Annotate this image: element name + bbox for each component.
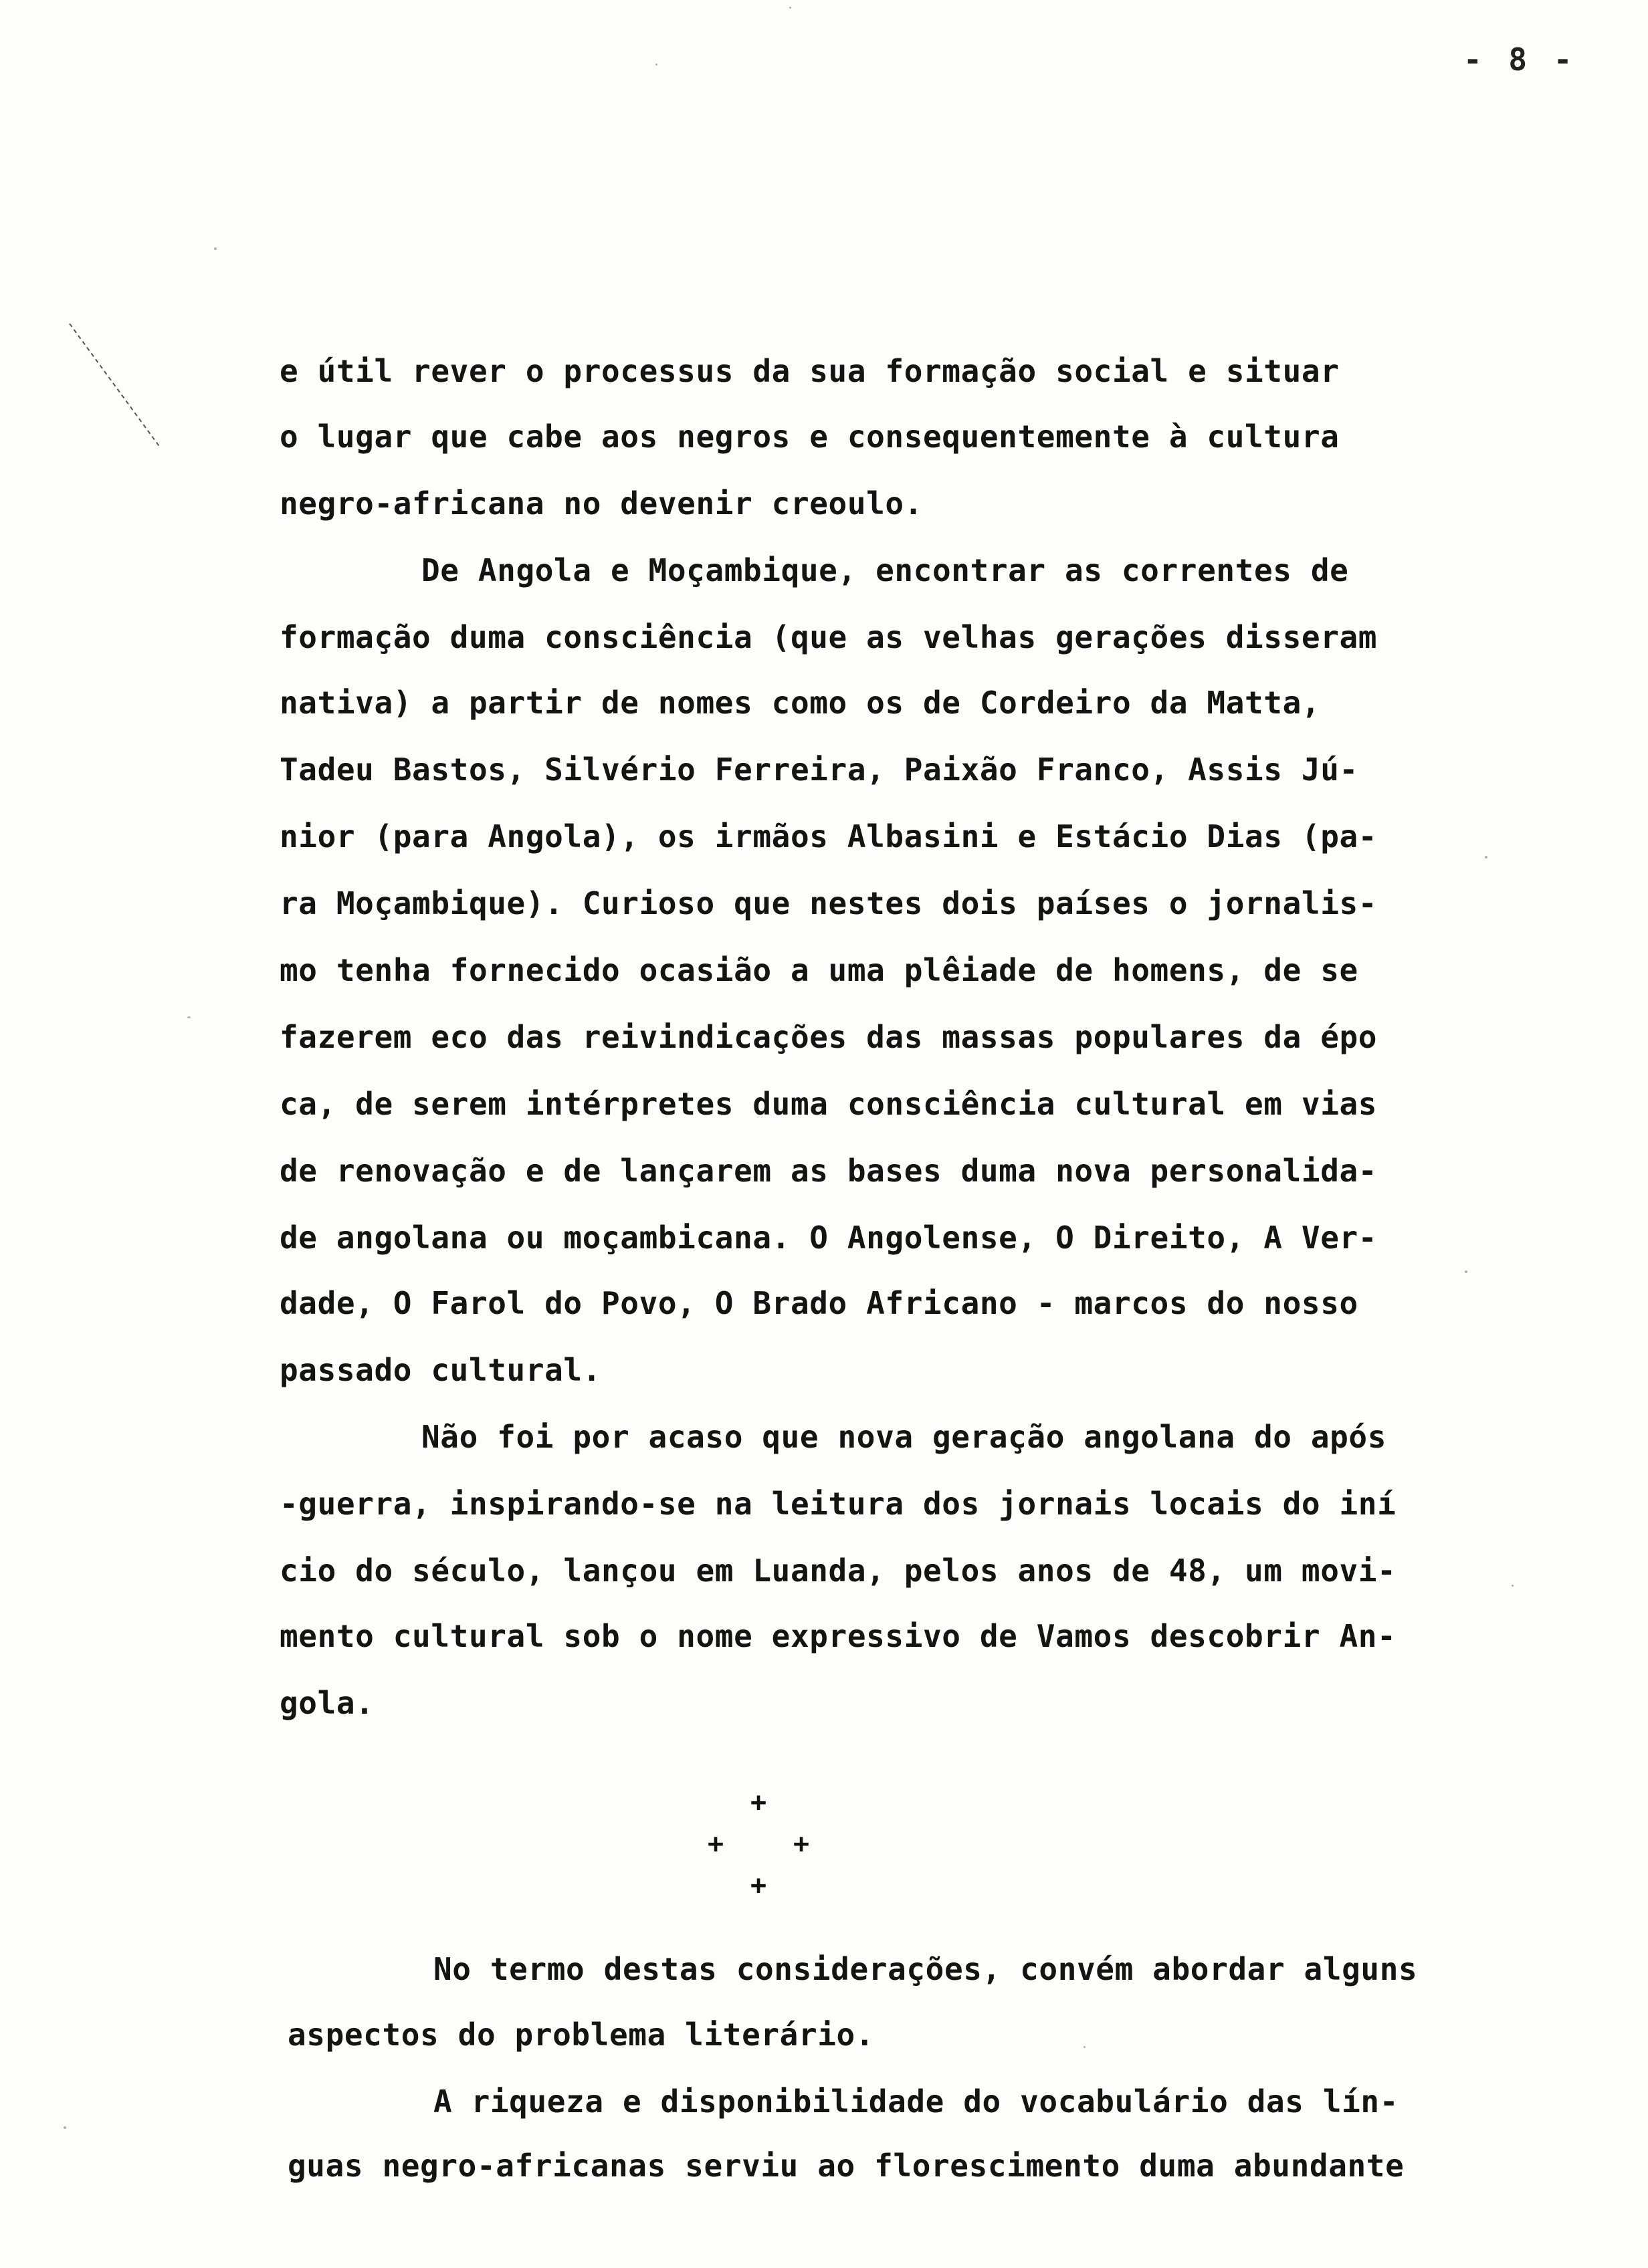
text-line: mento cultural sob o nome expressivo de Vamos descobrir An-: [280, 1618, 1397, 1654]
text-line: ca, de serem intérpretes duma consciência cultural em vias: [280, 1086, 1378, 1122]
text-line: De Angola e Moçambique, encontrar as correntes de: [421, 552, 1349, 588]
text-line: formação duma consciência (que as velhas gerações disseram: [280, 619, 1378, 655]
paper-speck: [1084, 2046, 1086, 2048]
margin-scratch-mark: [67, 321, 167, 455]
text-line: e útil rever o processus da sua formação social e situar: [280, 353, 1340, 389]
paper-speck: [187, 1016, 191, 1018]
paper-speck: [1465, 1270, 1467, 1273]
paper-speck: [1485, 856, 1487, 859]
text-line: -guerra, inspirando-se na leitura dos jornais locais do iní: [280, 1486, 1397, 1522]
text-line: Tadeu Bastos, Silvério Ferreira, Paixão Franco, Assis Jú-: [280, 752, 1358, 788]
ornament-plus-left: +: [708, 1829, 724, 1859]
text-line: o lugar que cabe aos negros e consequentemente à cultura: [280, 419, 1340, 455]
ornament-plus-right: +: [793, 1829, 810, 1859]
paper-speck: [1512, 1585, 1514, 1587]
paper-speck: [64, 2126, 66, 2129]
text-line: cio do século, lançou em Luanda, pelos anos de 48, um movi-: [280, 1553, 1397, 1589]
text-line: A riqueza e disponibilidade do vocabulário das lín-: [433, 2083, 1399, 2120]
text-line: No termo destas considerações, convém abordar alguns: [433, 1951, 1418, 1987]
text-line: nativa) a partir de nomes como os de Cordeiro da Matta,: [280, 685, 1321, 721]
text-line: fazerem eco das reivindicações das massas populares da épo: [280, 1019, 1378, 1055]
ornament-plus-top: +: [750, 1787, 767, 1818]
text-line: aspectos do problema literário.: [288, 2017, 875, 2053]
text-line: Não foi por acaso que nova geração angolana do após: [421, 1419, 1387, 1455]
text-line: passado cultural.: [280, 1352, 602, 1388]
text-line: gola.: [280, 1685, 375, 1721]
text-line: nior (para Angola), os irmãos Albasini e Estácio Dias (pa-: [280, 818, 1378, 855]
text-line: negro-africana no devenir creoulo.: [280, 485, 924, 522]
text-line: de angolana ou moçambicana. O Angolense, O Direito, A Ver-: [280, 1220, 1378, 1256]
text-line: mo tenha fornecido ocasião a uma plêiade de homens, de se: [280, 952, 1358, 988]
paper-speck: [655, 64, 657, 66]
paper-speck: [789, 7, 791, 9]
paper-speck: [214, 247, 217, 250]
text-line: guas negro-africanas serviu ao florescimento duma abundante: [288, 2148, 1405, 2184]
ornament-plus-bottom: +: [750, 1870, 767, 1901]
text-line: dade, O Farol do Povo, O Brado Africano - marcos do nosso: [280, 1285, 1358, 1321]
page-number: - 8 -: [1463, 41, 1576, 78]
text-line: de renovação e de lançarem as bases duma nova personalida-: [280, 1153, 1378, 1189]
text-line: ra Moçambique). Curioso que nestes dois países o jornalis-: [280, 885, 1378, 921]
